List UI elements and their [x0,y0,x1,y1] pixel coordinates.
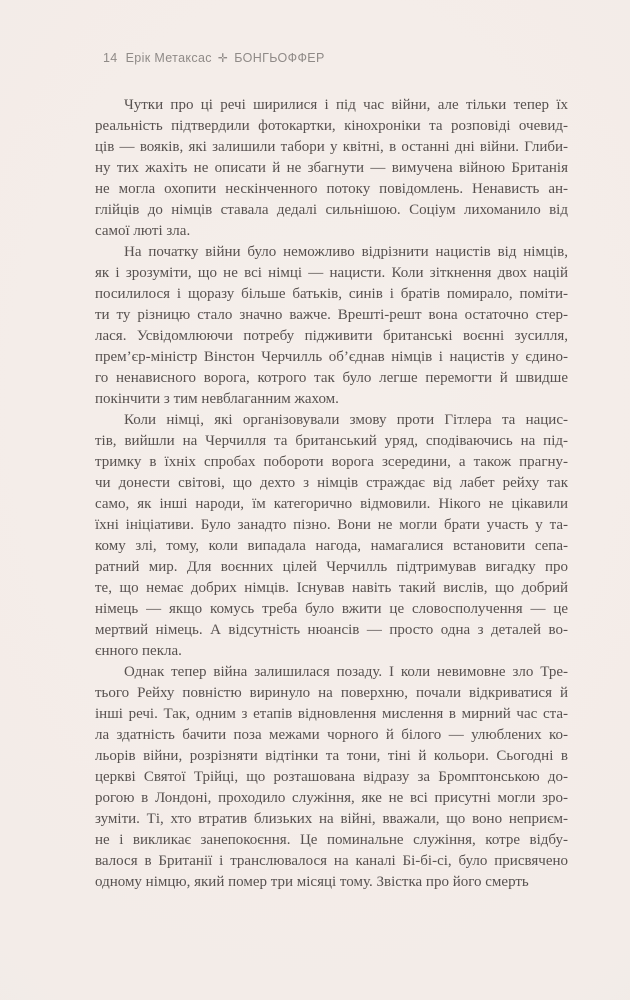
text-line: ну тих жахіть не описати й не збагнути — вимучена війною Британія [95,160,568,176]
text-line: льорів війни, розрізняти відтінки та тони, тіні й кольори. Сьогодні в [95,748,568,764]
text-line: само, як інші народи, їм категорично відмовили. Нікого не цікавили [95,496,568,512]
text-line: німець — якщо комусь треба було вжити це словосполучення — це [95,601,568,617]
text-line: рогою в Лондоні, проходило служіння, яке не всі присутні могли зро- [95,790,568,806]
text-line: зуміти. Ті, хто втратив близьких на війні, вважали, що воно неприєм- [95,811,568,827]
text-line: На початку війни було неможливо відрізнити нацистів від німців, [124,244,568,260]
text-line: прем’єр-міністр Вінстон Черчилль об’єднав німців і нацистів у єдино- [95,349,568,365]
text-line: го ненависного ворога, котрого так було легше перемогти й швидше [95,370,568,386]
text-line: ти ту різницю стало значно важче. Врешті-решт вона остаточно стер- [95,307,568,323]
text-line: їхні ініціативи. Було занадто пізно. Вони не могли брати участь у та- [95,517,568,533]
text-line: глійців до німців ставала дедалі сильнішою. Соціум лихоманило від [95,202,568,218]
text-line: посилилося і щоразу більше батьків, синів і братів помирало, поміти- [95,286,568,302]
text-line: тього Рейху повністю виринуло на поверхню, почали відкриватися й [95,685,568,701]
text-line: інші речі. Так, одним з етапів відновлення мислення в мирний час ста- [95,706,568,722]
text-line: чи донести світові, що дехто з німців страждає від лабет рейху так [95,475,568,491]
paragraph [95,242,568,410]
cross-icon: ✛ [217,51,229,65]
text-line: не могла охопити нескінченного потоку повідомлень. Ненависть ан- [95,181,568,197]
text-line: кому злі, тому, коли випадала нагода, намагалися встановити сепа- [95,538,568,554]
text-line: церкві Святої Трійці, що розташована відразу за Бромптонською до- [95,769,568,785]
text-line: самої люті зла. [95,223,191,239]
paragraph [95,662,568,893]
text-line: як і зрозуміти, що не всі німці — нацисти. Коли зіткнення двох націй [95,265,568,281]
text-line: Коли німці, які організовували змову проти Гітлера та нацис- [124,412,568,428]
paragraph [95,95,568,242]
text-line: Однак тепер війна залишилася позаду. І коли невимовне зло Тре- [124,664,568,680]
text-line: ців — вояків, які залишили табори у квітні, в останні дні війни. Глиби- [95,139,568,155]
text-line: лася. Усвідомлюючи потребу підживити британські воєнні зусилля, [95,328,568,344]
text-line: мертвий німець. А відсутність нюансів — просто одна з деталей во- [95,622,568,638]
running-header [103,51,325,65]
text-line: ратний мир. Для воєнних цілей Черчилль підтримував вигадку про [95,559,568,575]
text-line: тримку в їхніх спробах побороти ворога зсередини, а також прагну- [95,454,568,470]
paragraph [95,410,568,662]
text-line: покінчити з тим невблаганним жахом. [95,391,339,407]
text-line: валося в Британії і транслювалося на каналі Бі-бі-сі, було присвячено [95,853,568,869]
text-line: єнного пекла. [95,643,182,659]
text-line: ла здатність бачити поза межами чорного й білого — улюблених ко- [95,727,568,743]
book-title: БОНГЬОФФЕР [234,51,325,65]
text-line: одному німцю, який помер три місяці тому. Звістка про його смерть [95,874,529,890]
page-number: 14 [103,51,118,65]
text-line: тів, вийшли на Черчилля та британський уряд, сподіваючись на під- [95,433,568,449]
author-name: Ерік Метаксас [125,51,212,65]
page-body [95,95,568,893]
text-line: те, що немає добрих німців. Існував навіть такий вислів, що добрий [95,580,568,596]
text-line: реальність підтвердили фотокартки, кінохроніки та розповіді очевид- [95,118,568,134]
text-line: не і викликає занепокоєння. Це поминальне служіння, котре відбу- [95,832,568,848]
text-line: Чутки про ці речі ширилися і під час війни, але тільки тепер їх [124,97,568,113]
